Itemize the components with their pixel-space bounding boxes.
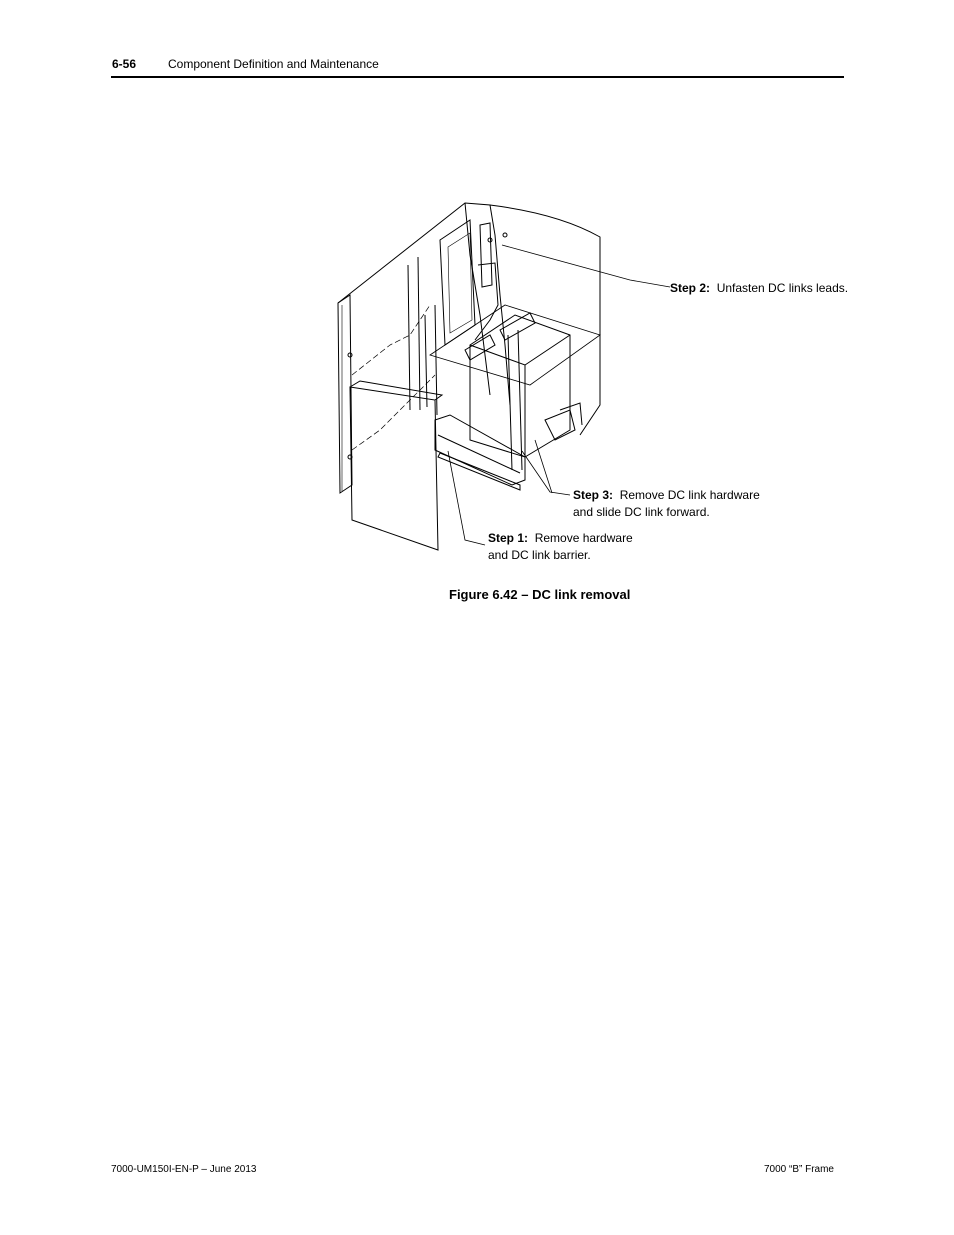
step-3-label: Step 3: <box>573 488 614 502</box>
footer-product-name: 7000 “B” Frame <box>763 1164 834 1175</box>
step-3-line-1: Remove DC link hardware <box>619 488 760 502</box>
callout-step-1 <box>488 530 633 564</box>
page-number: 6-56 <box>112 57 137 71</box>
callout-step-3 <box>573 487 760 521</box>
section-title: Component Definition and Maintenance <box>168 57 379 71</box>
step-2-label: Step 2: <box>670 281 711 295</box>
footer-publication-id: 7000-UM150I-EN-P – June 2013 <box>111 1164 257 1175</box>
callout-step-2 <box>670 280 848 297</box>
step-1-line-2: and DC link barrier. <box>488 548 591 562</box>
step-1-line-1: Remove hardware <box>534 531 633 545</box>
page-header <box>111 56 844 78</box>
step-2-text: Unfasten DC links leads. <box>716 281 849 295</box>
figure-caption: Figure 6.42 – DC link removal <box>449 587 631 602</box>
dc-link-removal-figure <box>330 195 860 570</box>
step-1-label: Step 1: <box>488 531 529 545</box>
step-3-line-2: and slide DC link forward. <box>573 505 710 519</box>
